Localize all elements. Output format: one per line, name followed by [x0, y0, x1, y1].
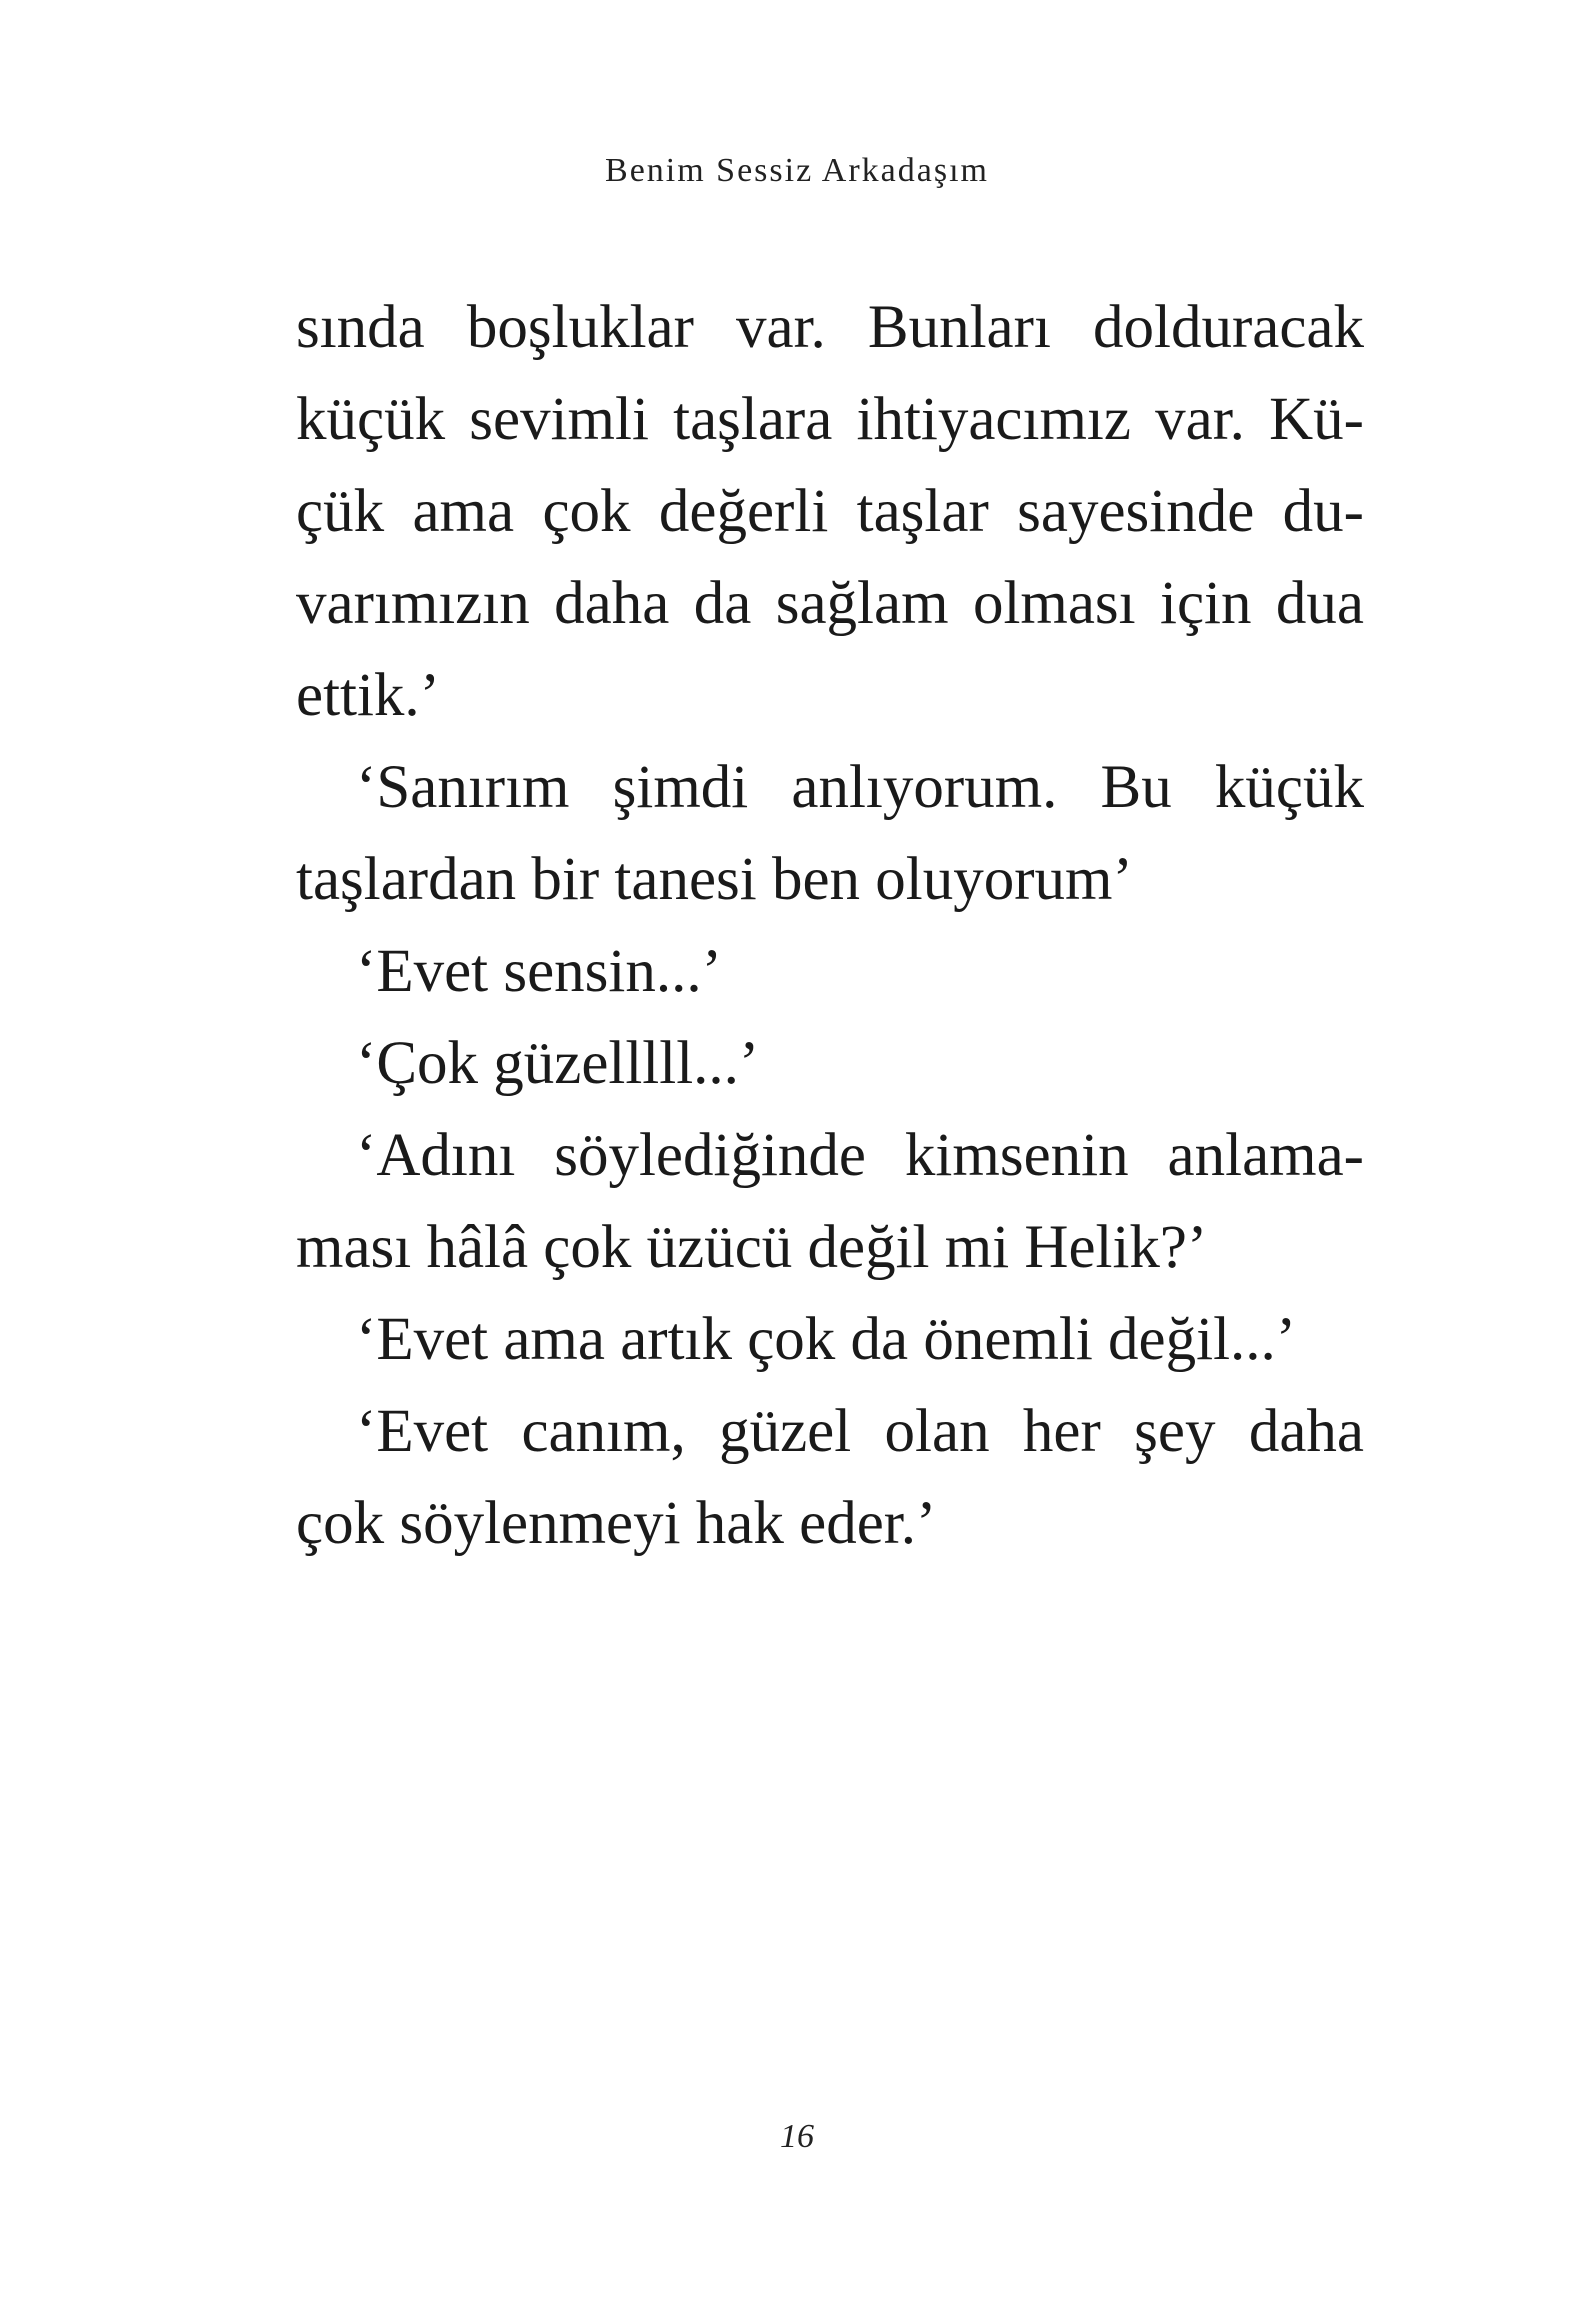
text-line-14: çok söylenmeyi hak eder.’ [296, 1490, 937, 1557]
text-line-2: küçük sevimli taşlara ihtiyacımız var. Kü- [296, 386, 1364, 453]
text-line-8: ‘Evet sensin...’ [356, 938, 722, 1005]
text-line-11: ması hâlâ çok üzücü değil mi Helik?’ [296, 1214, 1208, 1281]
text-line-9: ‘Çok güzelllll...’ [356, 1030, 760, 1097]
text-line-12: ‘Evet ama artık çok da önemli değil...’ [356, 1306, 1297, 1373]
text-line-5: ettik.’ [296, 662, 440, 729]
text-line-3: çük ama çok değerli taşlar sayesinde du- [296, 478, 1364, 545]
text-line-1: sında boşluklar var. Bunları dolduracak [296, 294, 1364, 361]
page-number: 16 [780, 2118, 814, 2155]
text-line-6: ‘Sanırım şimdi anlıyorum. Bu küçük [356, 754, 1364, 821]
text-line-10: ‘Adını söylediğinde kimsenin anlama- [356, 1122, 1364, 1189]
text-line-13: ‘Evet canım, güzel olan her şey daha [356, 1398, 1364, 1465]
body-text [296, 282, 1364, 1570]
running-header-title: Benim Sessiz Arkadaşım [605, 152, 989, 189]
text-line-4: varımızın daha da sağlam olması için dua [296, 570, 1364, 637]
text-line-7: taşlardan bir tanesi ben oluyorum’ [296, 846, 1133, 913]
